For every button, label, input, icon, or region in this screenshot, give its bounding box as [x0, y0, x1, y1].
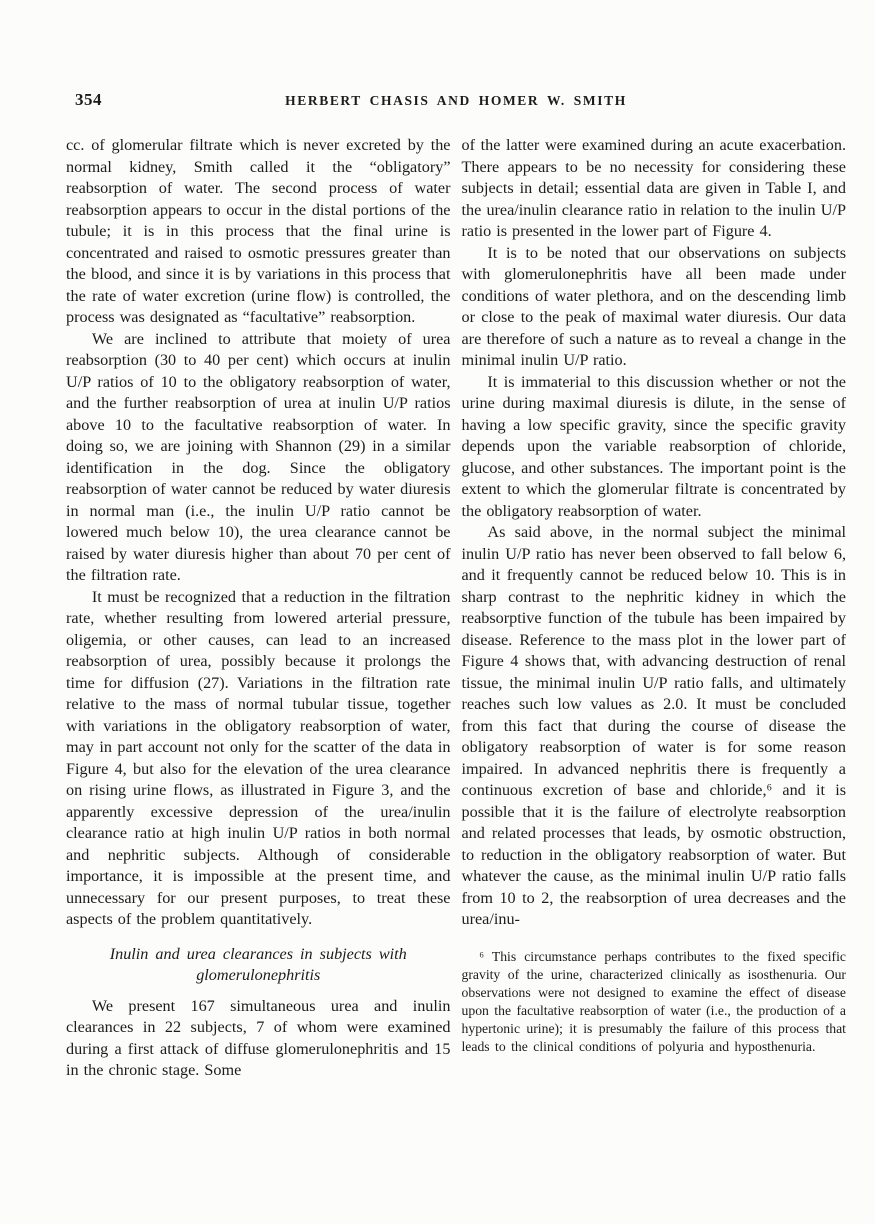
- left-column: [66, 135, 451, 1082]
- footnote: ⁶ This circumstance perhaps contributes to the fixed specific gravity of the urine, characterized clinically as isosthenuria. Our observations were not designed to examine the effect of disease upon the facultative reabsorption of water (i.e., the production of a hypertonic urine); it is presumably the failure of this process that leads to the clinical conditions of polyuria and hyposthenuria.: [461, 948, 846, 1054]
- paragraph: It is immaterial to this discussion whether or not the urine during maximal diuresis is dilute, in the sense of having a low specific gravity, since the specific gravity depends upon the variable reabsorption of chloride, glucose, and other substances. The important point is the extent to which the glomerular filtrate is concentrated by the obligatory reabsorption of water.: [461, 372, 846, 520]
- section-heading: Inulin and urea clearances in subjects with glomerulonephritis: [109, 944, 407, 984]
- paragraph: of the latter were examined during an acute exacerbation. There appears to be no necessity for considering these subjects in detail; essential data are given in Table I, and the urea/inulin clearance ratio in relation to the inulin U/P ratio is presented in the lower part of Figure 4.: [461, 136, 846, 240]
- page-number: 354: [75, 90, 102, 109]
- paragraph: It is to be noted that our observations on subjects with glomerulonephritis have all been made under conditions of water plethora, and on the descending limb or close to the peak of maximal water diuresis. Our data are therefore of such a nature as to reveal a change in the minimal inulin U/P ratio.: [461, 243, 846, 369]
- right-column: [462, 135, 847, 1082]
- page-header: [67, 90, 845, 110]
- two-column-body: [66, 135, 846, 1082]
- running-title: HERBERT CHASIS AND HOMER W. SMITH: [285, 93, 627, 108]
- paragraph: We present 167 simultaneous urea and inulin clearances in 22 subjects, 7 of whom were examined during a first attack of diffuse glomerulonephritis and 15 in the chronic stage. Some: [66, 996, 451, 1079]
- paragraph: It must be recognized that a reduction in the filtration rate, whether resulting from lowered arterial pressure, oligemia, or other causes, can lead to an increased reabsorption of urea, possibly because it prolongs the time for diffusion (27). Variations in the filtration rate relative to the mass of normal tubular tissue, together with variations in the obligatory reabsorption of water, may in part account not only for the scatter of the data in Figure 4, but also for the elevation of the urea clearance on rising urine flows, as illustrated in Figure 3, and the apparently excessive depression of the urea/inulin clearance ratio at high inulin U/P ratios in both normal and nephritic subjects. Although of considerable importance, it is impossible at the present time, and unnecessary for our present purposes, to treat these aspects of the problem quantitatively.: [66, 587, 451, 928]
- paragraph: As said above, in the normal subject the minimal inulin U/P ratio has never been observed to fall below 6, and it frequently cannot be reduced below 10. This is in sharp contrast to the nephritic kidney in which the reabsorptive function of the tubule has been impaired by disease. Reference to the mass plot in the lower part of Figure 4 shows that, with advancing destruction of renal tissue, the minimal inulin U/P ratio falls, and ultimately reaches such low values as 2.0. It must be concluded from this fact that during the course of disease the obligatory reabsorption of water is for some reason impaired. In advanced nephritis there is frequently a continuous excretion of base and chloride,⁶ and it is possible that it is the failure of electrolyte reabsorption and related processes that leads, by osmotic obstruction, to reduction in the obligatory reabsorption of water. But whatever the cause, as the minimal inulin U/P ratio falls from 10 to 2, the reabsorption of urea decreases and the urea/inu-: [461, 523, 846, 928]
- paragraph: cc. of glomerular filtrate which is never excreted by the normal kidney, Smith called it the “obligatory” reabsorption of water. The second process of water reabsorption appears to occur in the distal portions of the tubule; it is in this process that the final urine is concentrated and raised to osmotic pressures greater than the blood, and since it is by variations in this process that the rate of water excretion (urine flow) is controlled, the process was designated as “facultative” reabsorption.: [66, 136, 451, 326]
- paragraph: We are inclined to attribute that moiety of urea reabsorption (30 to 40 per cent) which occurs at inulin U/P ratios of 10 to the obligatory reabsorption of water, and the further reabsorption of urea at inulin U/P ratios above 10 to the facultative reabsorption of water. In doing so, we are joining with Shannon (29) in a similar identification in the dog. Since the obligatory reabsorption of water cannot be reduced by water diuresis in normal man (i.e., the inulin U/P ratio cannot be lowered much below 10), the urea clearance cannot be raised by water diuresis higher than about 70 per cent of the filtration rate.: [66, 329, 451, 584]
